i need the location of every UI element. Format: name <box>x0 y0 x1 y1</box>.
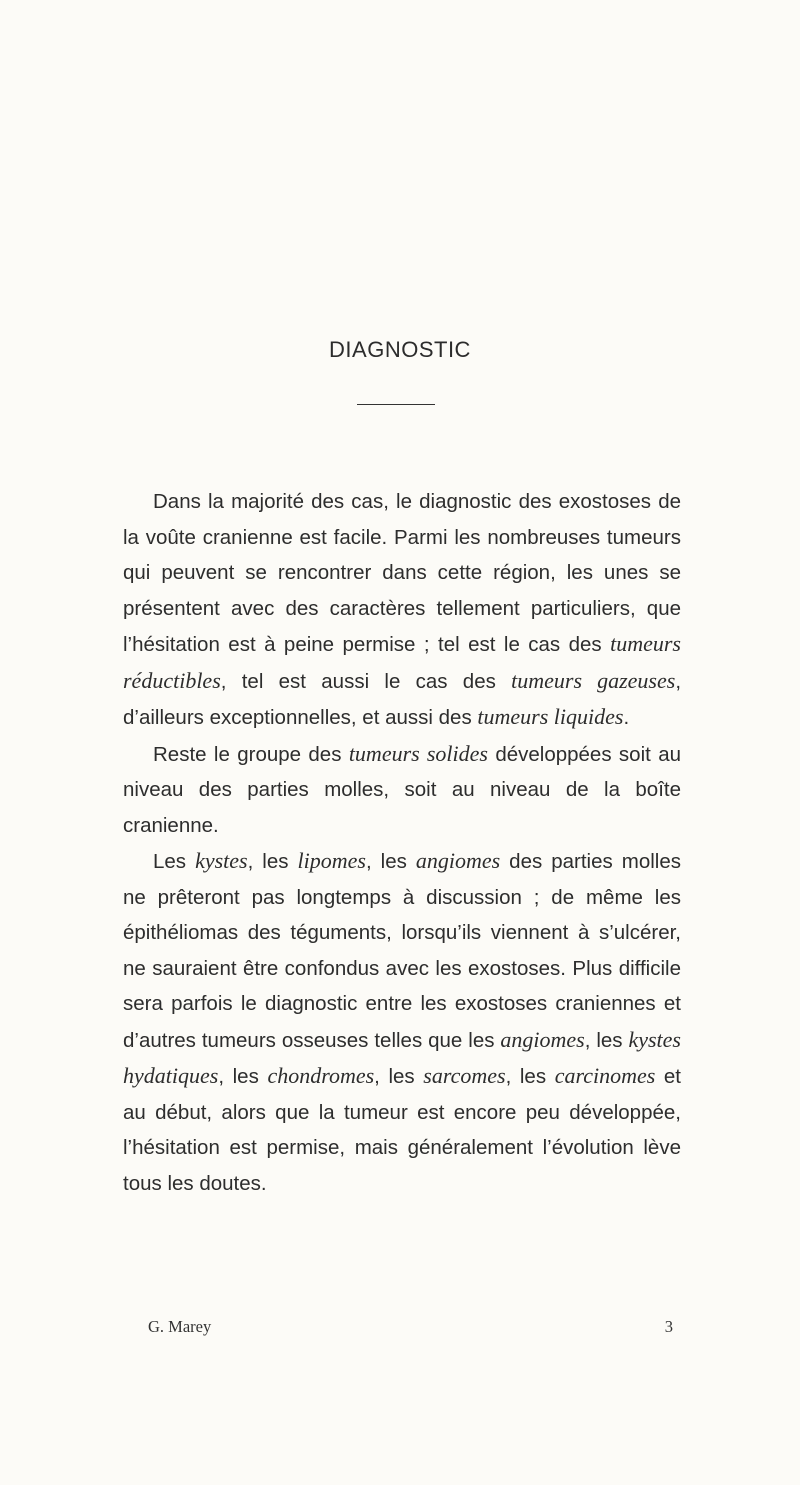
italic-term: angiomes <box>415 848 501 873</box>
italic-term: tumeurs solides <box>348 740 488 766</box>
paragraph <box>123 484 681 736</box>
paragraph <box>123 736 681 844</box>
text-run: , d’ailleurs exceptionnelles, et aussi des <box>123 669 682 729</box>
text-run: Dans la majorité des cas, le diagnostic des exostoses de la voûte cranienne est facile. Parmi les nombreuses tumeurs qui peuvent se rencontrer dans cette région, les unes se présentent avec des caractères tellement particuliers, que l’hésitation est à peine permise ; tel est le cas des <box>123 490 681 656</box>
text-run: , tel est aussi le cas des <box>220 669 512 693</box>
text-run: , les <box>505 1065 555 1088</box>
italic-term: tumeurs gazeuses <box>511 667 676 693</box>
italic-term: kystes <box>195 848 248 873</box>
text-run: Reste le groupe des <box>153 742 349 766</box>
text-run: , les <box>218 1065 268 1088</box>
body-text <box>123 484 681 1201</box>
italic-term: carcinomes <box>554 1063 656 1088</box>
page-number: 3 <box>664 1317 673 1336</box>
text-run: . <box>623 706 630 729</box>
italic-term: chondromes <box>267 1063 375 1088</box>
italic-term: tumeurs réductibles <box>123 631 681 693</box>
text-run: , les <box>247 850 298 873</box>
paragraph <box>123 843 681 1201</box>
text-run: développées soit au niveau des parties molles, soit au niveau de la boîte cranienne. <box>123 742 681 837</box>
text-run: Les <box>153 850 196 873</box>
italic-term: sarcomes <box>423 1063 506 1088</box>
text-run: et au début, alors que la tumeur est encore peu développée, l’hésitation est permise, mais généralement l’évolution lève tous les doutes. <box>123 1065 681 1195</box>
italic-term: kystes hydatiques <box>123 1026 681 1088</box>
heading-rule <box>357 404 435 405</box>
text-run: des parties molles ne prêteront pas longtemps à discussion ; de même les épithéliomas des téguments, lorsqu’ils viennent à s’ulcérer, ne sauraient être confondus avec les exostoses. Plus difficile sera parfois le diagnostic entre les exostoses craniennes et d’autres tumeurs osseuses telles que les <box>123 850 682 1052</box>
chapter-heading: DIAGNOSTIC <box>329 337 471 362</box>
text-run: , les <box>584 1028 629 1052</box>
italic-term: angiomes <box>500 1026 585 1052</box>
italic-term: tumeurs liquides <box>477 704 624 729</box>
text-run: , les <box>374 1065 424 1088</box>
italic-term: lipomes <box>297 848 366 873</box>
text-run: , les <box>365 850 416 873</box>
footer-author: G. Marey <box>148 1317 212 1336</box>
